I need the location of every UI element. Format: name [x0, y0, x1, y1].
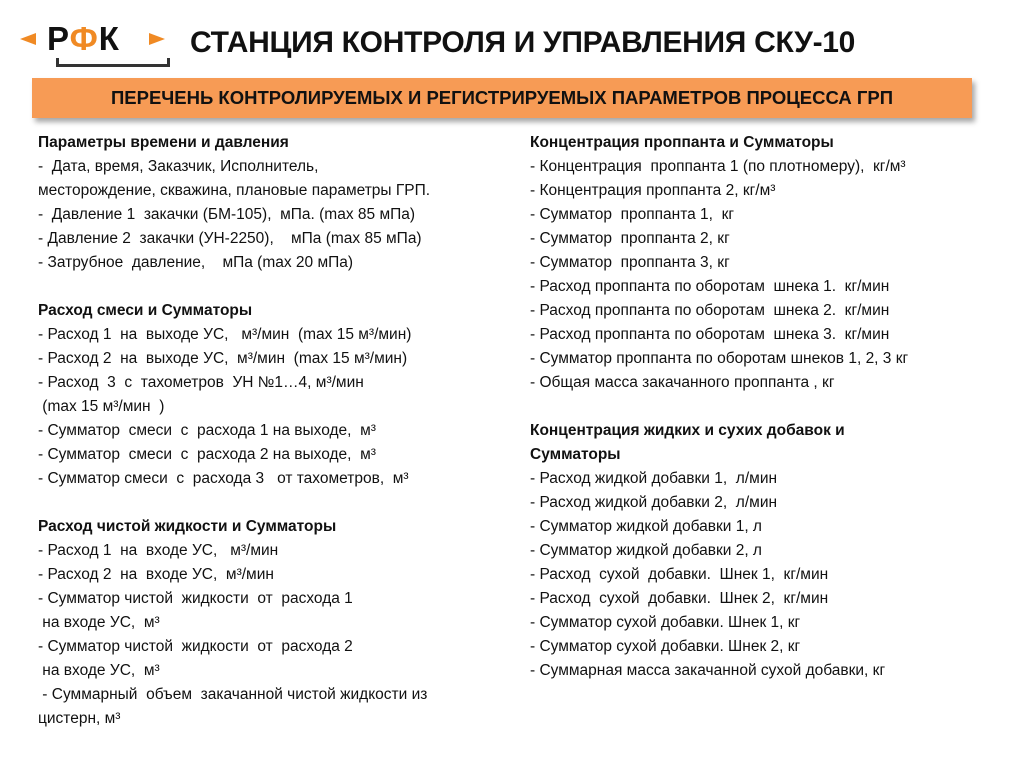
section-gap	[530, 395, 1000, 419]
parameter-line: - Сумматор проппанта 2, кг	[530, 230, 730, 247]
parameter-line: - Расход проппанта по оборотам шнека 1. кг/мин	[530, 278, 890, 295]
parameter-line: на входе УС, м³	[38, 662, 160, 679]
parameter-line: - Сумматор смеси с расхода 2 на выходе, м³	[38, 446, 376, 463]
parameter-line: - Затрубное давление, мПа (max 20 мПа)	[38, 254, 354, 271]
section-title: Параметры времени и давления	[38, 134, 289, 151]
banner-text: ПЕРЕЧЕНЬ КОНТРОЛИРУЕМЫХ И РЕГИСТРИРУЕМЫХ ПАРАМЕТРОВ ПРОЦЕССА ГРП	[110, 87, 893, 108]
parameter-line: - Сумматор сухой добавки. Шнек 1, кг	[530, 614, 801, 631]
parameter-line: - Суммарная масса закачанной сухой добавки, кг	[530, 662, 886, 679]
right-column	[530, 131, 1000, 683]
parameter-line: - Расход сухой добавки. Шнек 1, кг/мин	[530, 566, 829, 583]
parameter-line: на входе УС, м³	[38, 614, 160, 631]
parameter-line: - Концентрация проппанта 2, кг/м³	[530, 182, 776, 199]
page-title: СТАНЦИЯ КОНТРОЛЯ И УПРАВЛЕНИЯ СКУ-10	[190, 26, 856, 59]
parameter-line: - Расход сухой добавки. Шнек 2, кг/мин	[530, 590, 829, 607]
section-gap	[38, 275, 508, 299]
parameter-line: - Расход 1 на выходе УС, м³/мин (max 15 м³/мин)	[38, 326, 412, 343]
parameter-line: - Давление 2 закачки (УН-2250), мПа (max 85 мПа)	[38, 230, 422, 247]
logo-letter: Р	[47, 20, 70, 57]
parameter-line: месторождение, скважина, плановые параметры ГРП.	[38, 182, 431, 199]
parameter-line: - Сумматор смеси с расхода 1 на выходе, м³	[38, 422, 376, 439]
section-gap	[38, 491, 508, 515]
parameter-line: - Расход проппанта по оборотам шнека 2. кг/мин	[530, 302, 890, 319]
parameter-line: - Сумматор сухой добавки. Шнек 2, кг	[530, 638, 801, 655]
parameter-line: - Сумматор проппанта по оборотам шнеков 1, 2, 3 кг	[530, 350, 909, 367]
company-logo	[20, 20, 165, 66]
parameter-line: - Концентрация проппанта 1 (по плотномеру), кг/м³	[530, 158, 906, 175]
section-title: Концентрация проппанта и Сумматоры	[530, 134, 834, 151]
parameter-line: - Расход жидкой добавки 1, л/мин	[530, 470, 778, 487]
right-arrow-icon	[149, 33, 165, 45]
parameter-line: - Давление 1 закачки (БМ-105), мПа. (max 85 мПа)	[38, 206, 416, 223]
logo-letter-accent: Ф	[69, 20, 99, 57]
section-title: Расход смеси и Сумматоры	[38, 302, 253, 319]
parameter-line: цистерн, м³	[38, 710, 121, 727]
parameter-line: - Суммарный объем закачанной чистой жидкости из	[38, 686, 428, 703]
parameter-line: - Сумматор проппанта 3, кг	[530, 254, 730, 271]
parameter-line: - Сумматор проппанта 1, кг	[530, 206, 735, 223]
section-title: Концентрация жидких и сухих добавок и Сумматоры	[530, 422, 845, 463]
parameter-line: - Сумматор чистой жидкости от расхода 2	[38, 638, 353, 655]
parameter-line: - Расход проппанта по оборотам шнека 3. кг/мин	[530, 326, 890, 343]
parameter-line: - Общая масса закачанного проппанта , кг	[530, 374, 835, 391]
logo-underline	[56, 58, 170, 67]
parameter-line: - Расход жидкой добавки 2, л/мин	[530, 494, 778, 511]
left-column	[38, 131, 508, 731]
parameter-line: - Расход 2 на выходе УС, м³/мин (max 15 м³/мин)	[38, 350, 408, 367]
parameter-line: - Расход 3 с тахометров УН №1…4, м³/мин	[38, 374, 364, 391]
section-title: Расход чистой жидкости и Сумматоры	[38, 518, 337, 535]
logo-text	[47, 20, 120, 58]
parameter-line: - Расход 2 на входе УС, м³/мин	[38, 566, 274, 583]
section-banner	[32, 78, 972, 118]
parameter-line: - Сумматор жидкой добавки 1, л	[530, 518, 762, 535]
logo-letter: К	[98, 20, 120, 57]
parameter-line: - Сумматор чистой жидкости от расхода 1	[38, 590, 353, 607]
parameter-line: - Сумматор жидкой добавки 2, л	[530, 542, 762, 559]
parameter-line: - Расход 1 на входе УС, м³/мин	[38, 542, 279, 559]
parameter-line: - Сумматор смеси с расхода 3 от тахометров, м³	[38, 470, 409, 487]
left-arrow-icon	[20, 33, 36, 45]
parameter-line: (max 15 м³/мин )	[38, 398, 165, 415]
parameter-line: - Дата, время, Заказчик, Исполнитель,	[38, 158, 319, 175]
